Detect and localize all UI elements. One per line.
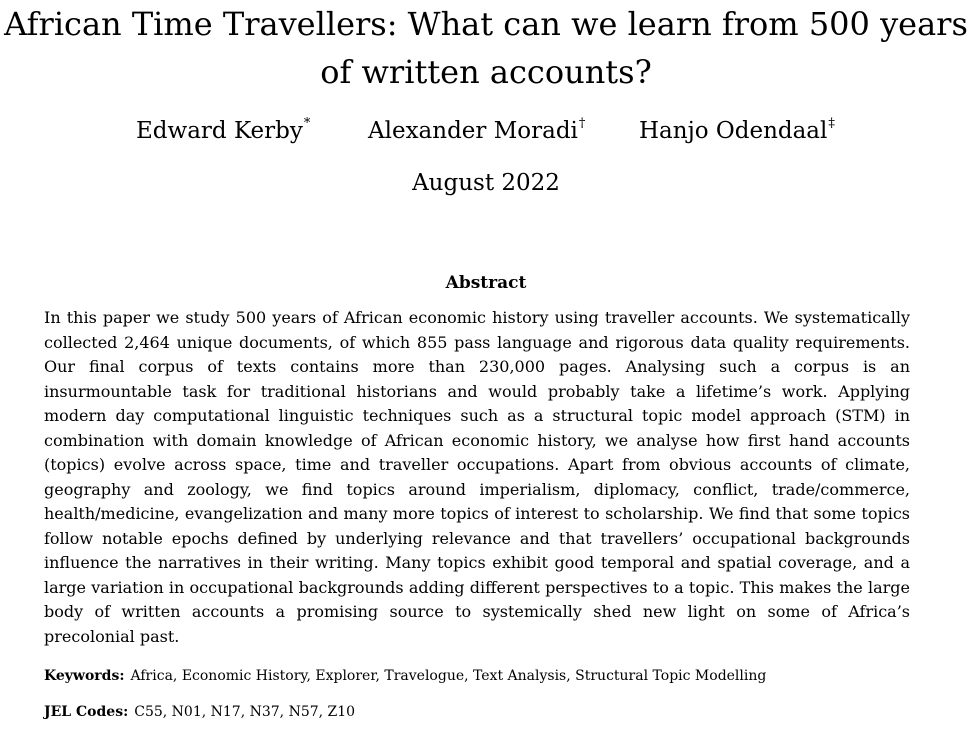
author-name: Edward Kerby (136, 118, 303, 144)
jel-codes-text: C55, N01, N17, N37, N57, Z10 (134, 704, 356, 720)
keywords-text: Africa, Economic History, Explorer, Travelogue, Text Analysis, Structural Topic Modelling (130, 668, 767, 684)
author-kerby (136, 116, 310, 144)
jel-codes-line (44, 704, 355, 720)
abstract-text: In this paper we study 500 years of African economic history using traveller accounts. We systematically collected 2,464 unique documents, of which 855 pass language and rigorous data quality requirements. Our final corpus of texts contains more than 230,000 pages. Analysing such a corpus is an insurmountable task for traditional historians and would probably take a lifetime’s work. Applying modern day computational linguistic techniques such as a structural topic model approach (STM) in combination with domain knowledge of African economic history, we analyse how first hand accounts (topics) evolve across space, time and traveller occupations. Apart from obvious accounts of climate, geography and zoology, we find topics around imperialism, diplomacy, conflict, trade/commerce, health/medicine, evangelization and many more topics of interest to scholarship. We find that some topics follow notable epochs defined by underlying relevance and that travellers’ occupational backgrounds influence the narratives in their writing. Many topics exhibit good temporal and spatial coverage, and a large variation in occupational backgrounds adding different perspectives to a topic. This makes the large body of written accounts a promising source to systemically shed new light on some of Africa’s precolonial past. (44, 308, 910, 646)
author-moradi (368, 116, 585, 144)
keywords-label: Keywords: (44, 668, 125, 684)
author-name: Alexander Moradi (368, 118, 578, 144)
author-footnote-mark: † (578, 116, 586, 131)
author-odendaal (639, 116, 835, 144)
author-footnote-mark: ‡ (828, 116, 835, 131)
abstract-heading: Abstract (445, 273, 527, 293)
paper-title: African Time Travellers: What can we learn from 500 years of written accounts? (4, 5, 968, 91)
publication-date: August 2022 (412, 170, 560, 196)
author-list (0, 116, 972, 146)
jel-codes-label: JEL Codes: (44, 704, 129, 720)
keywords-line (44, 668, 766, 684)
author-footnote-mark: * (303, 116, 311, 131)
author-name: Hanjo Odendaal (639, 118, 828, 144)
